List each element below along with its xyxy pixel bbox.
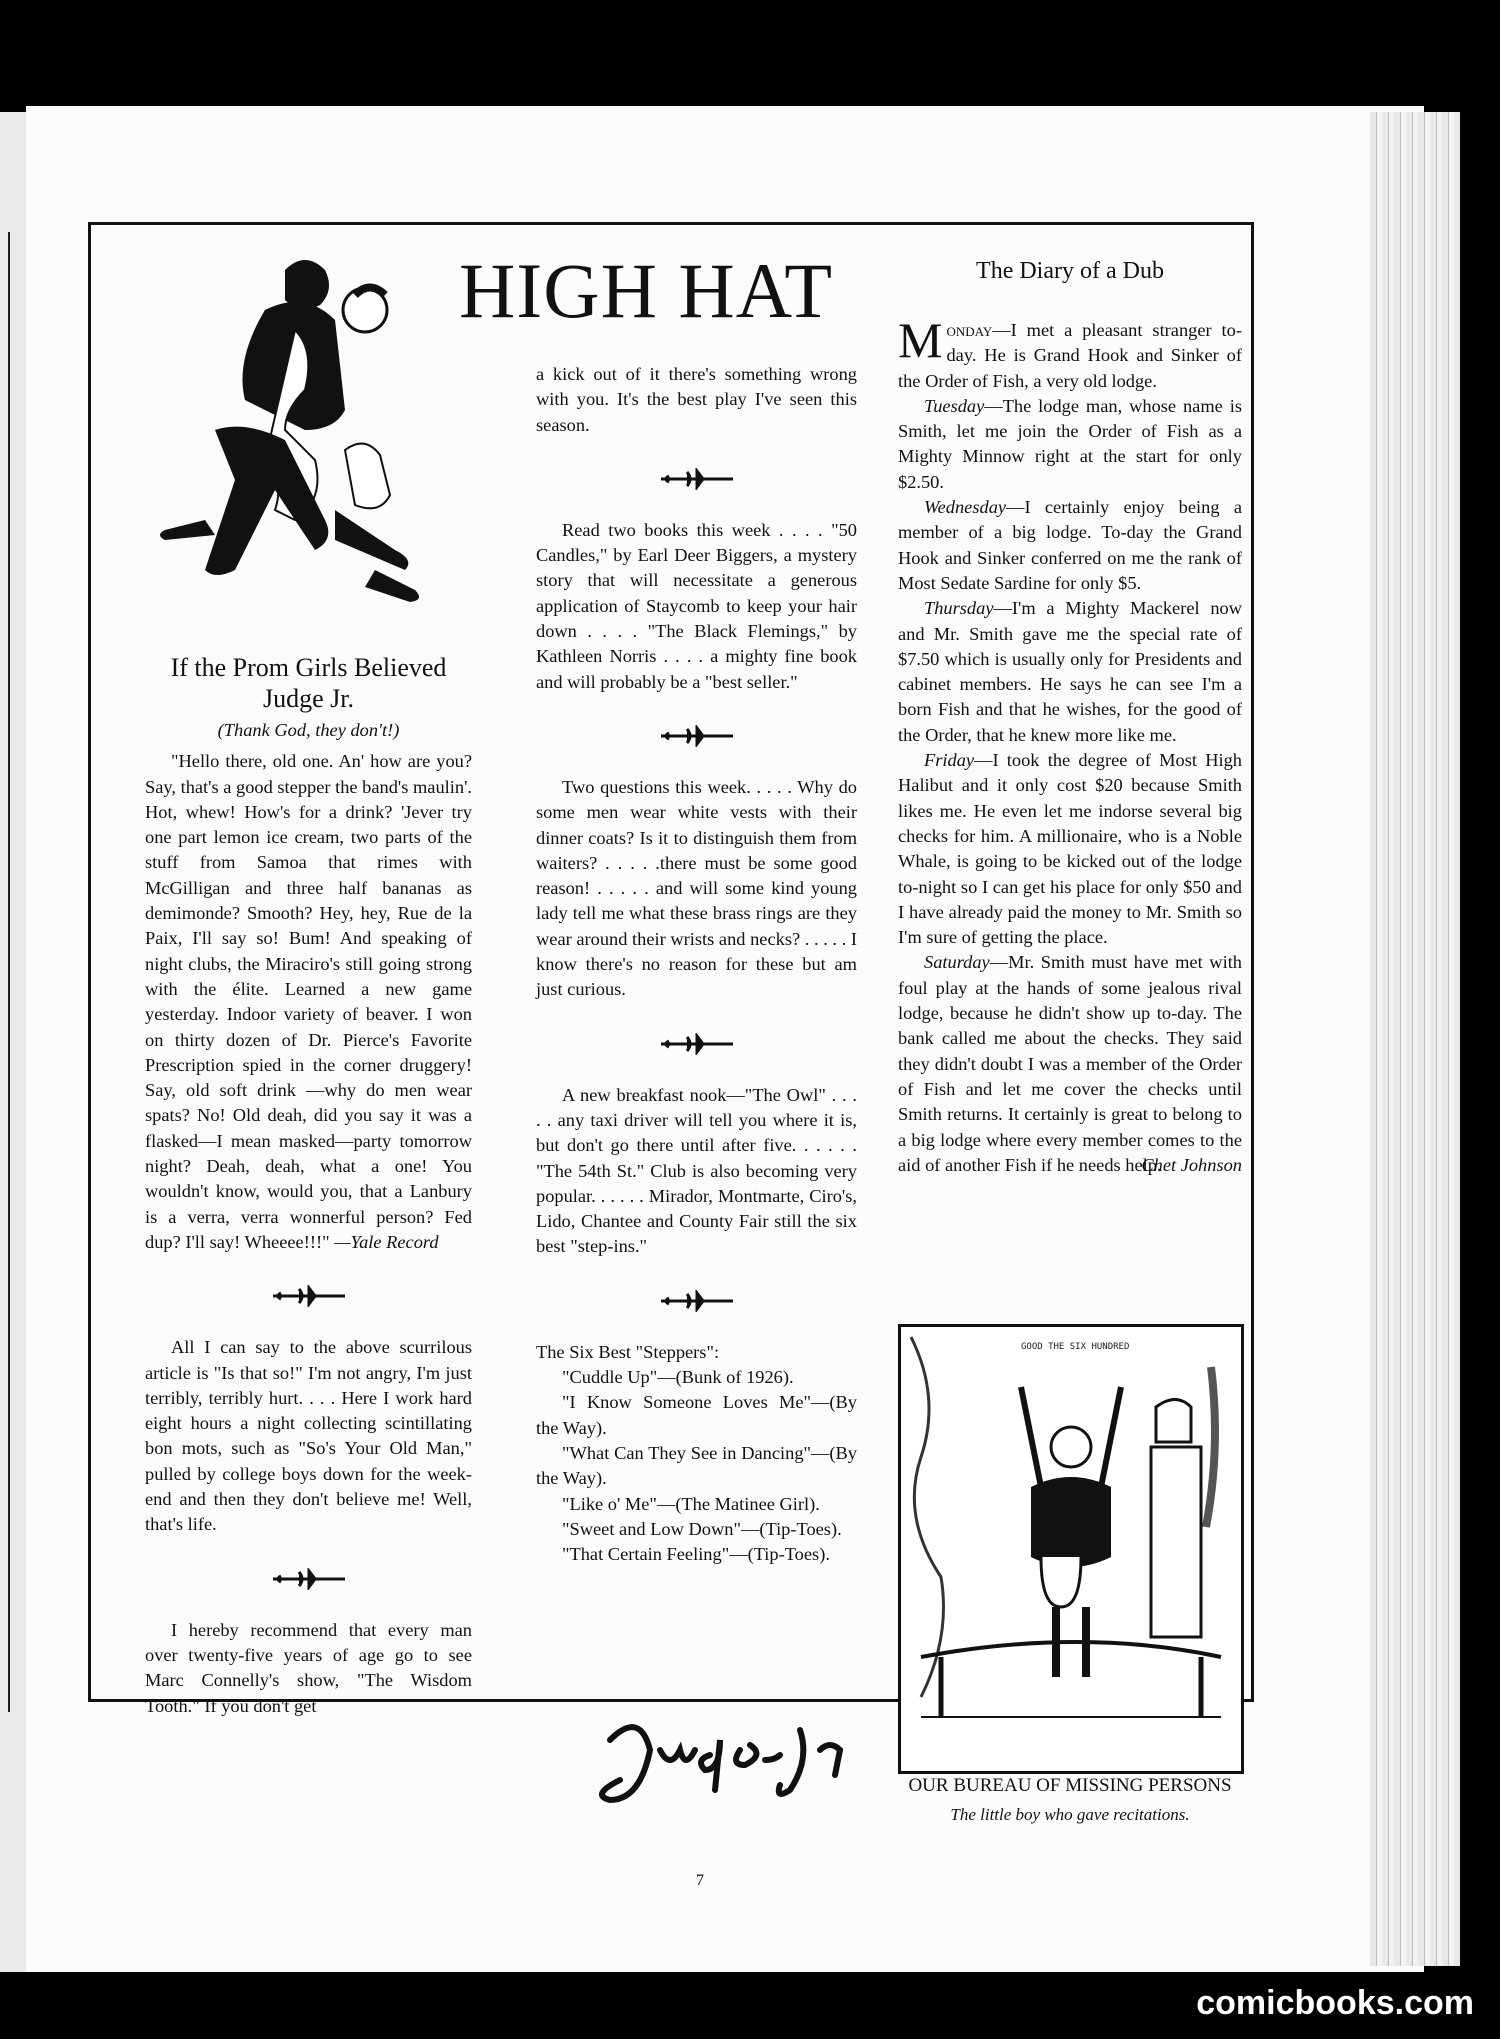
ornament-divider	[657, 468, 737, 490]
missing-persons-cartoon	[898, 1324, 1244, 1774]
stepper-item: "Like o' Me"—(The Matinee Girl).	[562, 1493, 820, 1514]
column-1	[145, 652, 472, 1719]
ornament-divider	[657, 1290, 737, 1312]
books-paragraph: Read two books this week . . . . "50 Candles," by Earl Deer Biggers, a mystery story that will necessitate a generous application of Staycomb to keep your hair down . . . . "The Black Flemings," by Kathleen Norris . . . . a mighty fine book and will probably be a "best seller."	[536, 519, 857, 692]
steppers-heading: The Six Best "Steppers":	[536, 1341, 720, 1362]
cartoon-lettering: GOOD THE SIX HUNDRED	[1021, 1342, 1130, 1352]
column-3	[898, 312, 1242, 1178]
ornament-divider	[269, 1568, 349, 1590]
monday-entry: Monday—I met a pleasant stranger to-day. He is Grand Hook and Sinker of the Order of Fish, a very old lodge.	[898, 312, 1242, 391]
diary-heading: The Diary of a Dub	[976, 258, 1164, 284]
cartoon-caption-title: OUR BUREAU OF MISSING PERSONS	[908, 1775, 1232, 1796]
scurrilous-paragraph: All I can say to the above scurrilous article is "Is that so!" I'm not angry, I'm just terribly, terribly hurt. . . . Here I work hard eight hours a night collecting scintillating bon mots, such as "So's Your Old Man," pulled by college boys down for the week-end and then they don't believe me! Well, that's life.	[145, 1337, 472, 1535]
stepper-item: "I Know Someone Loves Me"—(By the Way).	[536, 1392, 857, 1438]
friday-entry: Friday—I took the degree of Most High Halibut and it only cost $20 because Smith likes me. He even let me indorse several big checks for him. A millionaire, who is a Noble Whale, is going to be kicked out of the lodge to-night so I can get his place for only $50 and I have already paid the money to Mr. Smith so I'm sure of getting the place.	[898, 750, 1242, 948]
tuesday-entry: Tuesday—The lodge man, whose name is Smith, let me join the Order of Fish as a Mighty Minnow right at the start for only $2.50.	[898, 395, 1242, 492]
page-title: HIGH HAT	[458, 247, 834, 334]
prom-girls-subheading: (Thank God, they don't!)	[217, 720, 400, 740]
prom-girls-heading: If the Prom Girls Believed Judge Jr.	[170, 653, 447, 713]
page-edges	[1370, 112, 1460, 1966]
stepper-item: "That Certain Feeling"—(Tip-Toes).	[562, 1544, 830, 1565]
page-number: 7	[696, 1872, 704, 1889]
byline: Chet Johnson	[1141, 1155, 1242, 1176]
stepper-item: "Sweet and Low Down"—(Tip-Toes).	[562, 1518, 842, 1539]
judge-jr-signature	[590, 1710, 860, 1810]
column-2	[536, 362, 857, 1567]
kick-paragraph: a kick out of it there's something wrong with you. It's the best play I've seen this season.	[536, 364, 857, 435]
boy-reciting-illustration	[901, 1327, 1241, 1771]
watermark: comicbooks.com	[1196, 1984, 1474, 2022]
stepper-item: "Cuddle Up"—(Bunk of 1926).	[562, 1367, 794, 1388]
breakfast-nook-paragraph: A new breakfast nook—"The Owl" . . . . . any taxi driver will tell you where it is, but don't go there until after five. . . . . . "The 54th St." Club is also becoming very popular. . . . . . Mirador, Montmarte, Ciro's, Lido, Chantee and County Fair still the six best "step-ins."	[536, 1084, 857, 1257]
cartoon-subcaption: The little boy who gave recitations.	[950, 1805, 1190, 1824]
stepper-item: "What Can They See in Dancing"—(By the Way).	[536, 1442, 857, 1489]
cartoon-caption	[898, 1774, 1242, 1826]
ornament-divider	[657, 1033, 737, 1055]
prom-girls-paragraph: "Hello there, old one. An' how are you? Say, that's a good stepper the band's maulin'. Hot, whew! How's for a drink? 'Jever try one part lemon ice cream, two parts of the stuff from Samoa that rimes with McGilligan and three half bananas as demimonde? Smooth? Hey, hey, Rue de la Paix, I'll say so! Bum! And speaking of night clubs, the Miraciro's still going strong with the élite. Learned a new game yesterday. Indoor variety of beaver. I won on thirty dozen of Dr. Pierce's Favorite Prescription spied in the corner druggery! Say, old soft drink —why do men wear spats? No! Old deah, did you say it was a flasked—I mean masked—party tomorrow night? Deah, deah, what a one! You wouldn't know, would you, that a Lanbury is a verra, verra wonnerful person? Fed dup? I'll say! Wheeee!!!" —Yale Record	[145, 751, 472, 1252]
questions-paragraph: Two questions this week. . . . . Why do some men wear white vests with their dinner coats? Is it to distinguish them from waiters? . . . . .there must be some good reason! . . . . . and will some kind young lady tell me what these brass rings are they wear around their wrists and necks? . . . . . I know there's no reason for these but am just curious.	[536, 776, 857, 1000]
wednesday-entry: Wednesday—I certainly enjoy being a member of a big lodge. To-day the Grand Hook and Sinker conferred on me the rank of Most Sedate Sardine for only $5.	[898, 497, 1242, 593]
dancing-couple-illustration	[145, 250, 455, 620]
ornament-divider	[657, 725, 737, 747]
thursday-entry: Thursday—I'm a Mighty Mackerel now and Mr. Smith gave me the special rate of $7.50 which is usually only for Presidents and cabinet members. He says he can see I'm a born Fish and that he wishes, for the good of the Order, that he knew more like me.	[898, 598, 1242, 745]
saturday-entry: Saturday—Mr. Smith must have met with foul play at the hands of some jealous rival lodge, because he didn't show up to-day. The bank called me about the checks. They said they didn't doubt I was a member of the Order of Fish and let me cover the checks until Smith returns. It certainly is great to belong to a big lodge where every member comes to the aid of another Fish if he needs help.	[898, 952, 1242, 1175]
ornament-divider	[269, 1285, 349, 1307]
recommend-paragraph: I hereby recommend that every man over twenty-five years of age go to see Marc Connelly's show, "The Wisdom Tooth." If you don't get	[145, 1619, 472, 1716]
